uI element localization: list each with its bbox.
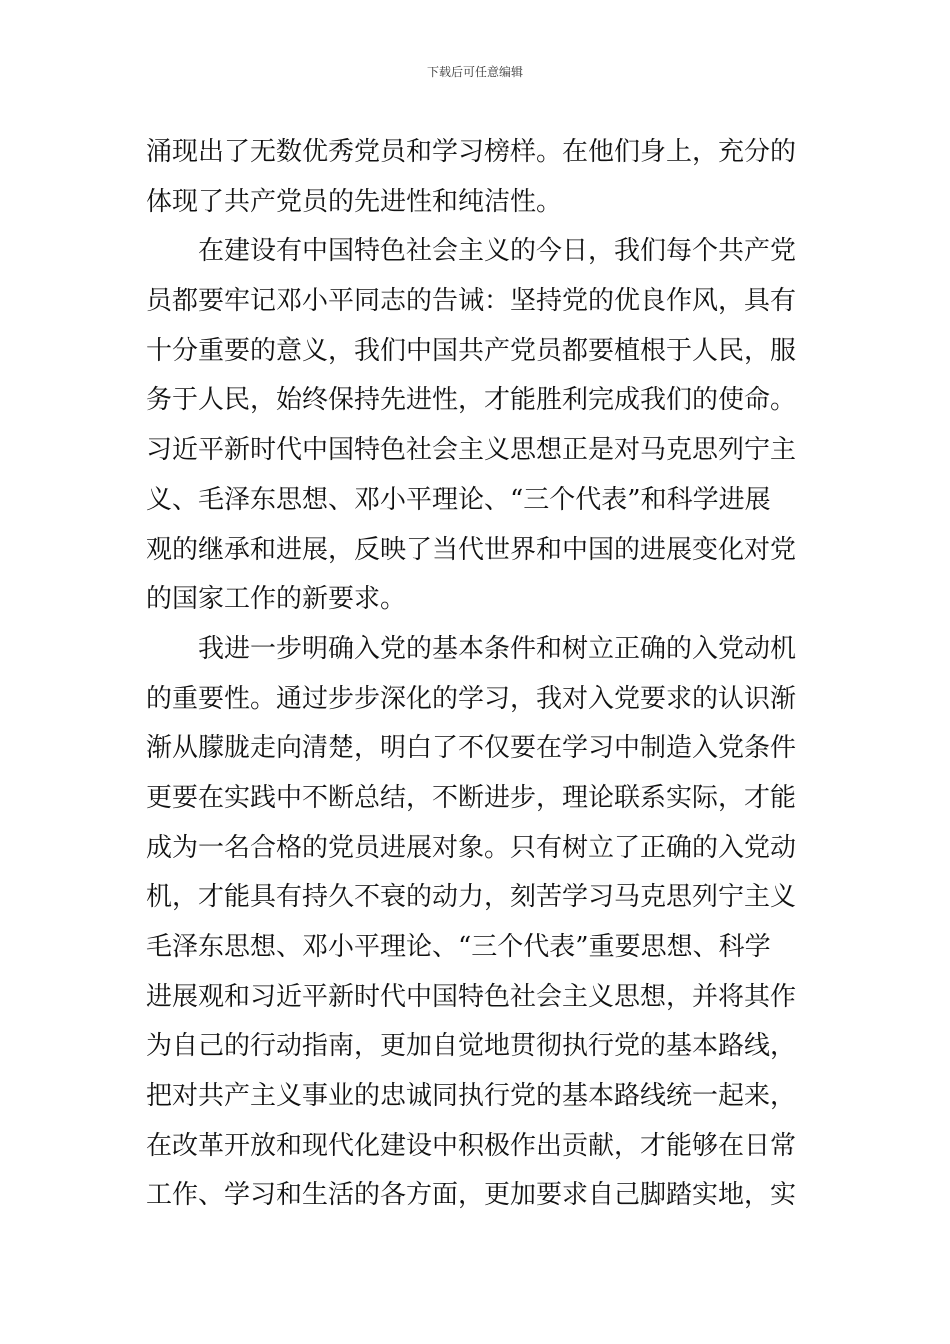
text-line: 毛泽东思想、邓小平理论、“三个代表”重要思想、科学 [146,932,771,962]
text-line: 机，才能具有持久不衰的动力，刻苦学习马克思列宁主义 [146,882,797,913]
text-line: 观的继承和进展，反映了当代世界和中国的进展变化对党 [146,534,797,565]
paragraph-first-line: 我进一步明确入党的基本条件和树立正确的入党动机 [198,633,797,664]
text-line: 工作、学习和生活的各方面，更加要求自己脚踏实地，实 [146,1180,797,1211]
text-line: 十分重要的意义，我们中国共产党员都要植根于人民，服 [146,335,797,366]
text-line: 义、毛泽东思想、邓小平理论、“三个代表”和科学进展 [146,484,771,515]
text-line: 把对共产主义事业的忠诚同执行党的基本路线统一起来， [146,1081,797,1112]
text-line: 成为一名合格的党员进展对象。只有树立了正确的入党动 [146,832,797,863]
page-header: 下载后可任意编辑 [426,65,523,79]
text-line: 的重要性。通过步步深化的学习，我对入党要求的认识渐 [146,683,797,714]
text-line: 员都要牢记邓小平同志的告诫：坚持党的优良作风，具有 [146,286,797,317]
text-line: 在改革开放和现代化建设中积极作出贡献，才能够在日常 [146,1130,797,1161]
text-line: 更要在实践中不断总结，不断进步，理论联系实际，才能 [146,782,797,813]
document-body [146,128,810,1221]
text-line: 为自己的行动指南，更加自觉地贯彻执行党的基本路线， [146,1031,797,1062]
text-line: 体现了共产党员的先进性和纯洁性。 [146,186,563,217]
text-line: 进展观和习近平新时代中国特色社会主义思想，并将其作 [146,981,797,1012]
text-line: 务于人民，始终保持先进性，才能胜利完成我们的使命。 [146,385,797,416]
text-line: 涌现出了无数优秀党员和学习榜样。在他们身上，充分的 [146,137,797,167]
text-line: 的国家工作的新要求。 [146,584,407,615]
text-line: 习近平新时代中国特色社会主义思想正是对马克思列宁主 [146,435,797,466]
paragraph-first-line: 在建设有中国特色社会主义的今日，我们每个共产党 [198,236,797,267]
text-line: 渐从朦胧走向清楚，明白了不仅要在学习中制造入党条件 [146,733,797,764]
